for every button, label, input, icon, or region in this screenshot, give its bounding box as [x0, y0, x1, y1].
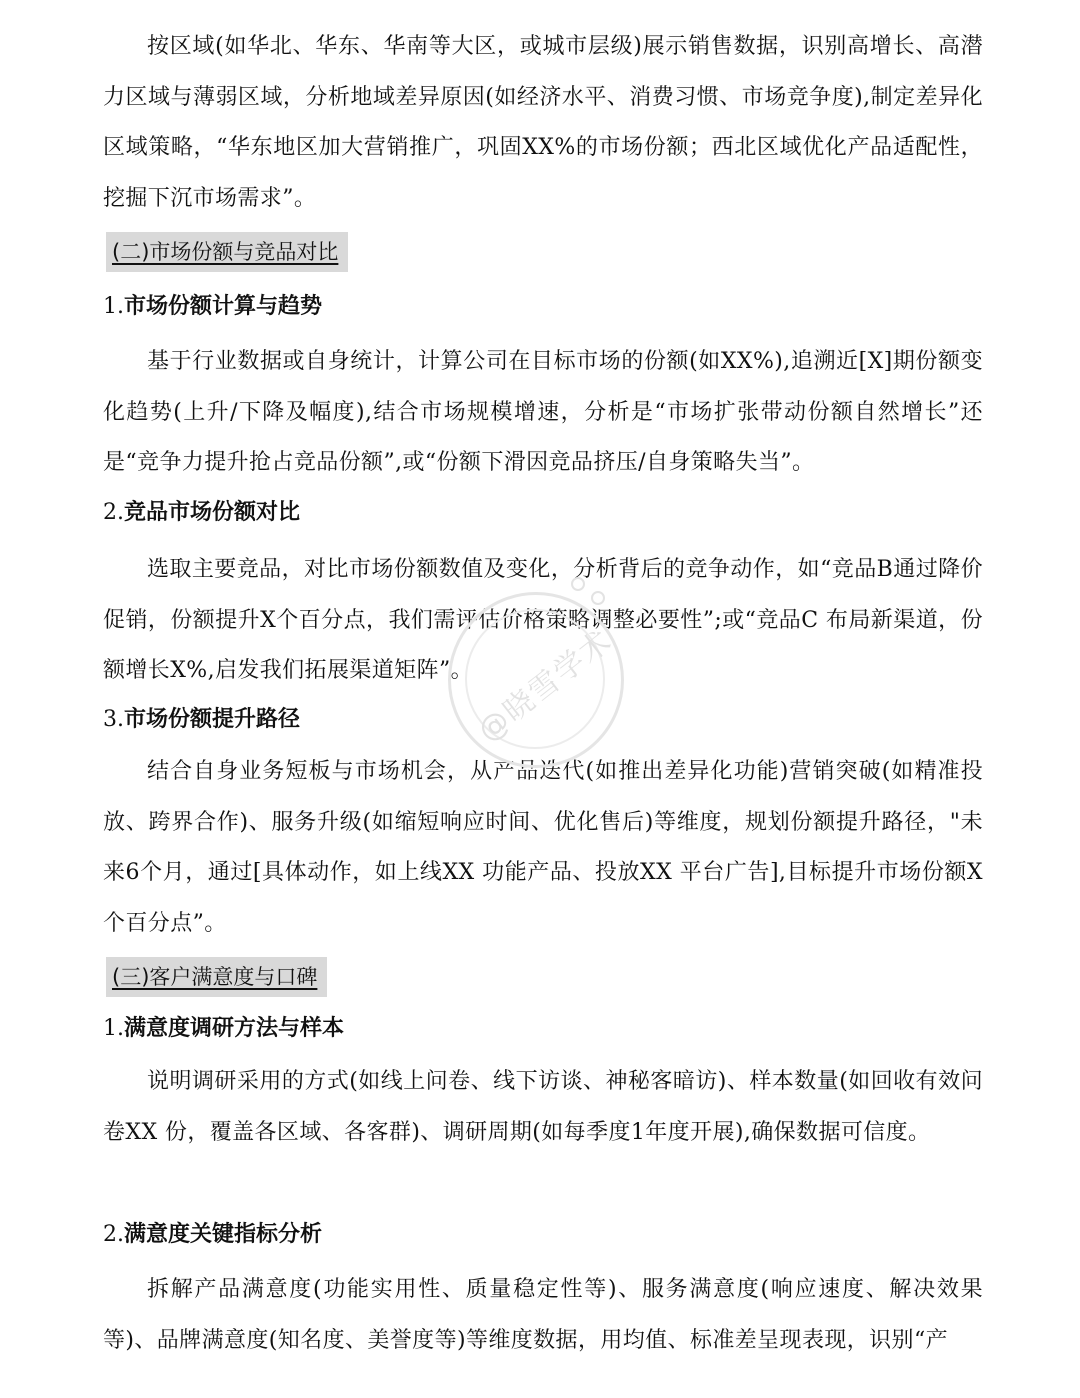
heading-text: 市场份额提升路径: [124, 707, 301, 732]
heading-satisfaction-kpi: [103, 1215, 322, 1255]
heading-competitor-compare: [103, 493, 300, 533]
heading-number: 1.: [103, 294, 124, 319]
paragraph-survey-method: 说明调研采用的方式(如线上问卷、线下访谈、神秘客暗访)、样本数量(如回收有效问卷XX 份，覆盖各区域、各客群)、调研周期(如每季度1年度开展),确保数据可信度。: [103, 1069, 983, 1145]
heading-share-calc: [103, 287, 322, 327]
paragraph-competitor-compare: 选取主要竞品，对比市场份额数值及变化，分析背后的竞争动作，如“竞品B通过降价促销，份额提升X个百分点，我们需评估价格策略调整必要性”;或“竞品C 布局新渠道，份额增长X%,启发我们拓展渠道矩阵”。: [103, 557, 983, 683]
section-title-customer-satisfaction: (三)客户满意度与口碑: [106, 957, 327, 997]
heading-number: 1.: [103, 1016, 124, 1041]
heading-text: 满意度调研方法与样本: [124, 1016, 345, 1041]
paragraph-satisfaction-kpi: 拆解产品满意度(功能实用性、质量稳定性等)、服务满意度(响应速度、解决效果等)、品牌满意度(知名度、美誉度等)等维度数据，用均值、标准差呈现表现，识别“产: [103, 1277, 983, 1353]
heading-survey-method: [103, 1009, 344, 1049]
heading-number: 2.: [103, 1222, 124, 1247]
paragraph-region-analysis: 按区域(如华北、华东、华南等大区，或城市层级)展示销售数据，识别高增长、高潜力区域与薄弱区域，分析地域差异原因(如经济水平、消费习惯、市场竞争度),制定差异化区域策略，“华东地区加大营销推广，巩固XX%的市场份额；西北区域优化产品适配性，挖掘下沉市场需求”。: [103, 34, 983, 211]
section-title-market-share: (二)市场份额与竞品对比: [106, 232, 348, 272]
heading-text: 市场份额计算与趋势: [124, 294, 323, 319]
watermark-text: @晓雪学术: [471, 622, 620, 749]
heading-number: 3.: [103, 707, 124, 732]
paragraph-share-improve: 结合自身业务短板与市场机会，从产品迭代(如推出差异化功能)营销突破(如精准投放、跨界合作)、服务升级(如缩短响应时间、优化售后)等维度，规划份额提升路径，"未来6个月，通过[具体动作，如上线XX 功能产品、投放XX 平台广告],目标提升市场份额X个百分点”。: [103, 759, 983, 936]
heading-number: 2.: [103, 500, 124, 525]
heading-text: 满意度关键指标分析: [124, 1222, 323, 1247]
heading-share-improve: [103, 700, 300, 740]
heading-text: 竞品市场份额对比: [124, 500, 301, 525]
paragraph-share-calc: 基于行业数据或自身统计，计算公司在目标市场的份额(如XX%),追溯近[X]期份额变化趋势(上升/下降及幅度),结合市场规模增速，分析是“市场扩张带动份额自然增长”还是“竞争力提升抢占竞品份额”,或“份额下滑因竞品挤压/自身策略失当”。: [103, 349, 983, 475]
